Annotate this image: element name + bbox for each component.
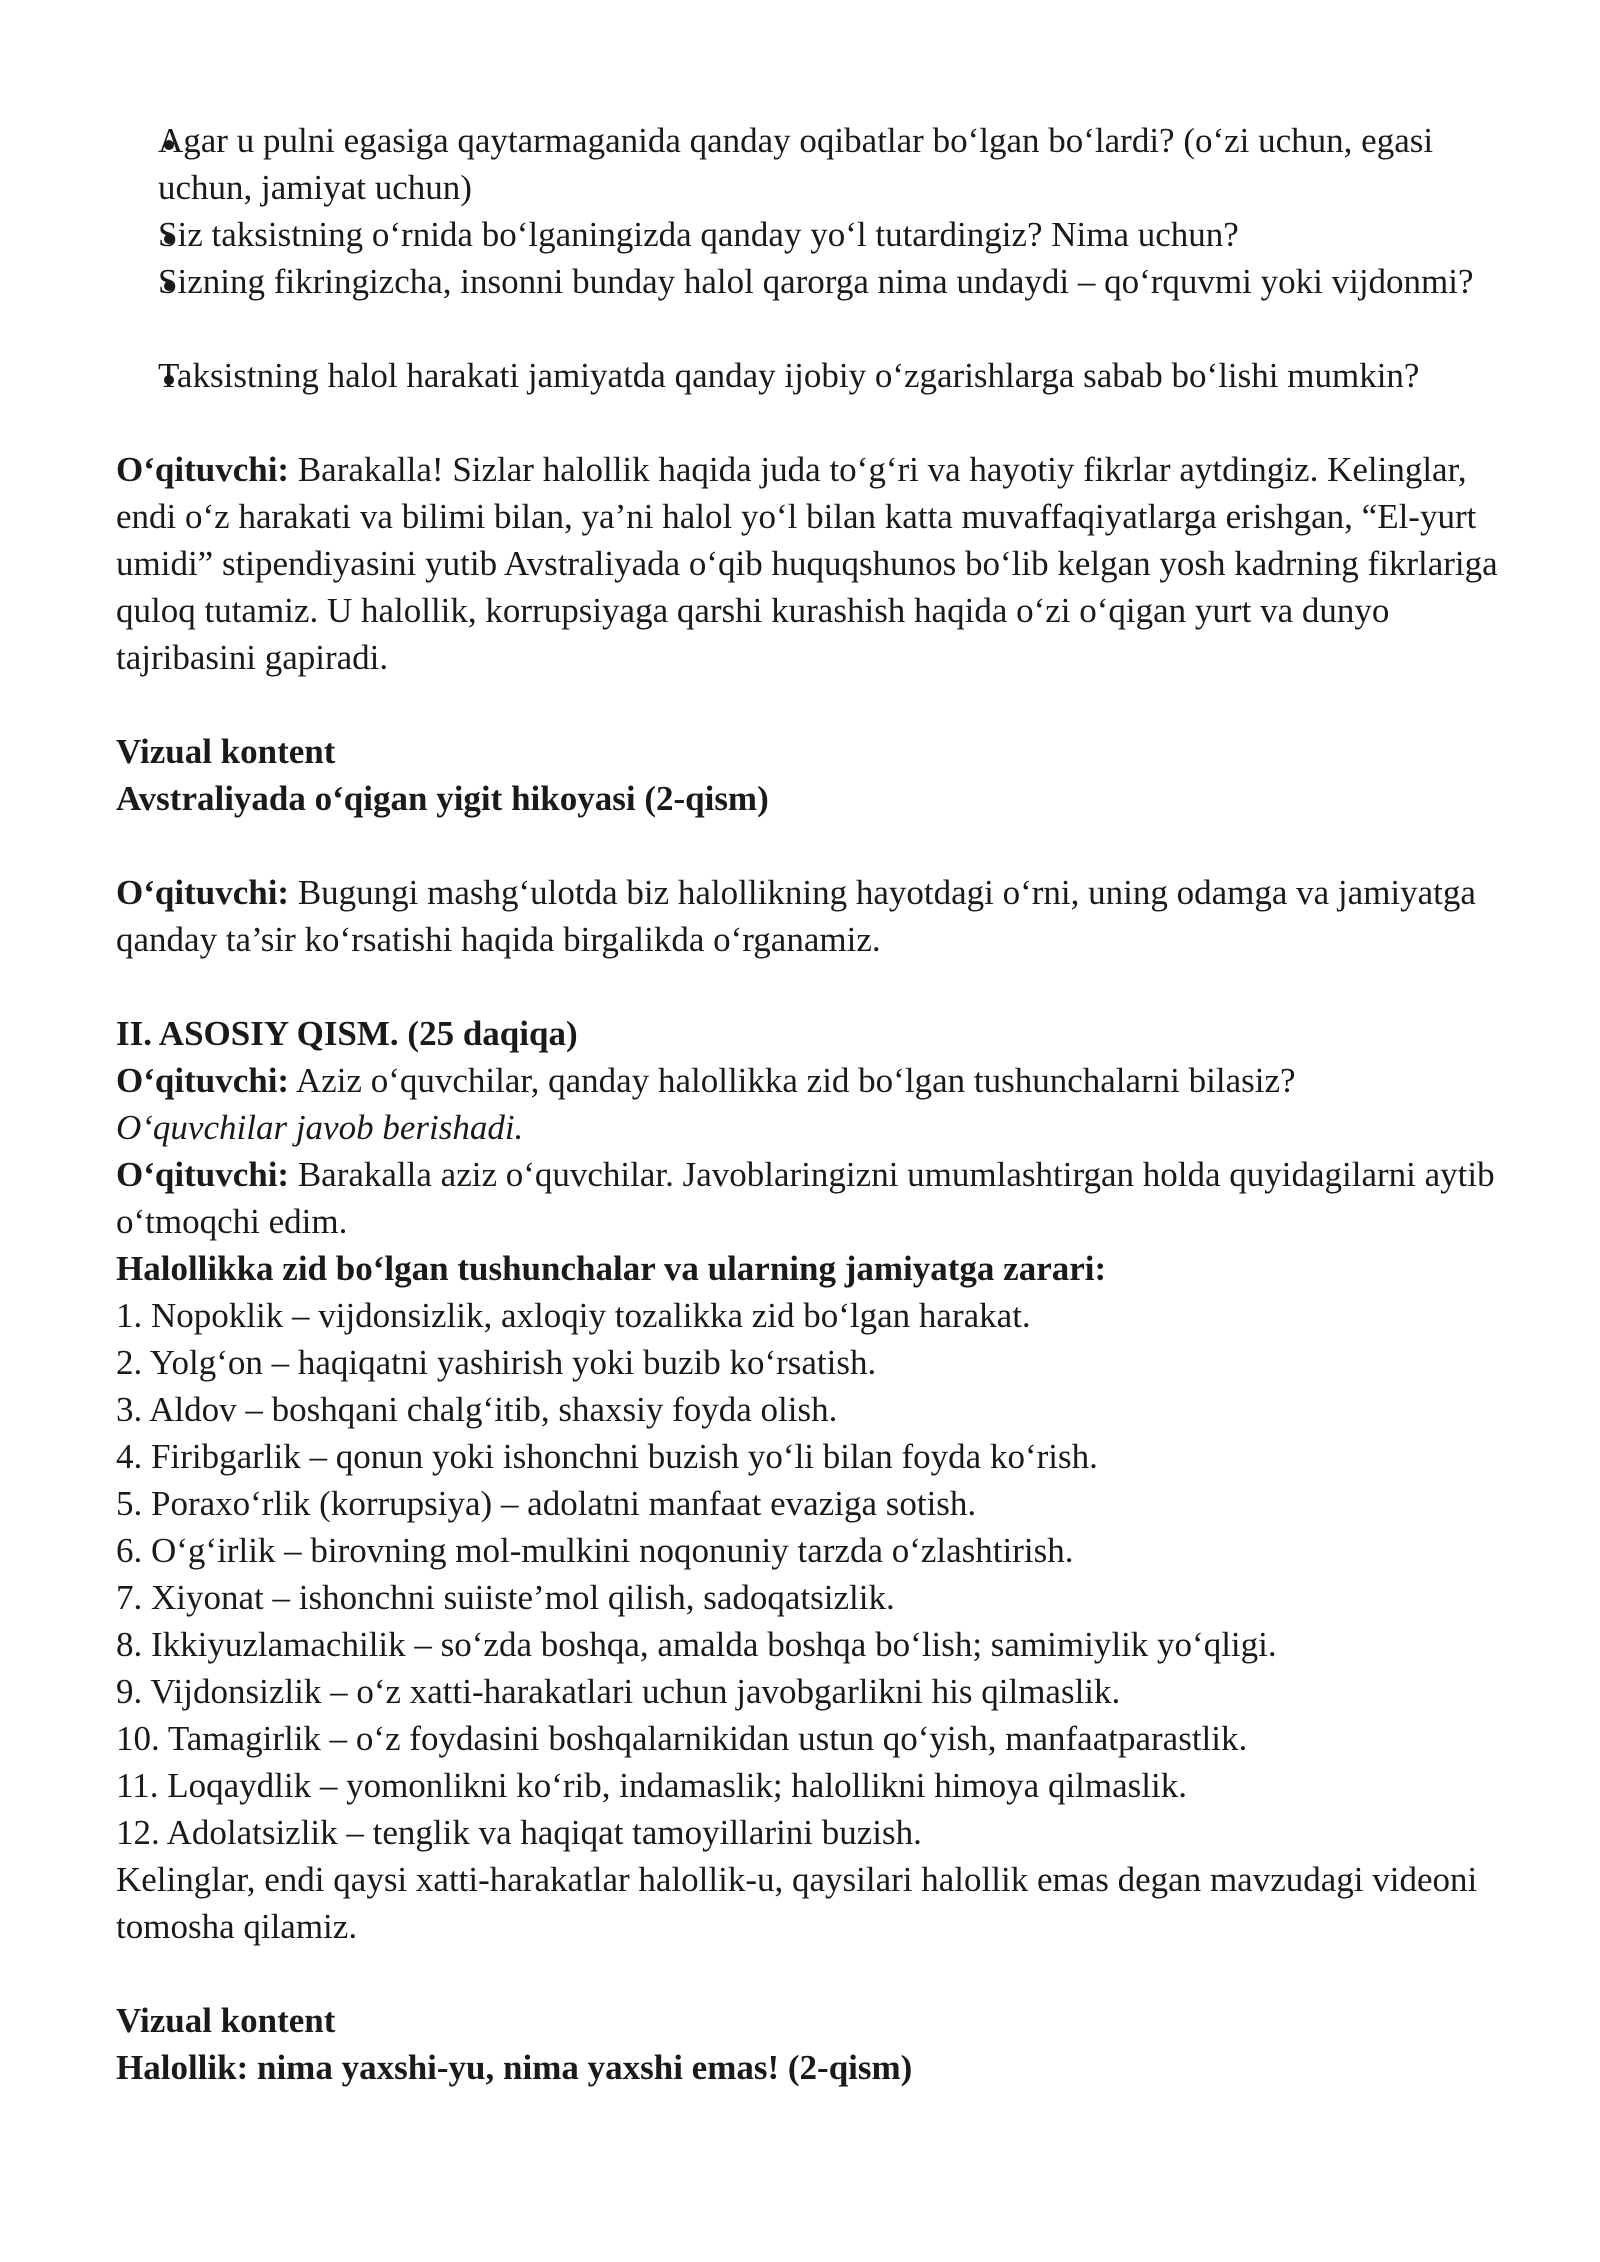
list-item: 3. Aldov – boshqani chalg‘itib, shaxsiy foyda olish. <box>116 1390 838 1429</box>
speaker-label: O‘qituvchi: <box>116 873 290 912</box>
paragraph-text: Barakalla aziz o‘quvchilar. Javoblaringizni umumlashtirgan holda quyidagilarni aytib o‘tmoqchi edim. <box>116 1155 1495 1241</box>
closing-paragraph: Kelinglar, endi qaysi xatti-harakatlar halollik-u, qaysilari halollik emas degan mavzudagi videoni tomosha qilamiz. <box>116 1860 1478 1946</box>
visual-content-label: Vizual kontent <box>116 2001 336 2040</box>
concepts-list <box>116 1292 1516 1856</box>
paragraph-text: Barakalla! Sizlar halollik haqida juda to‘g‘ri va hayotiy fikrlar aytdingiz. Kelinglar, endi o‘z harakati va bilimi bilan, ya’ni halol yo‘l bilan katta muvaffaqiyatlarga erishgan, “El-yurt umidi” stipendiyasini yutib Avstraliyada o‘qib huquqshunos bo‘lib kelgan yosh kadrning fikrlariga quloq tutamiz. U halollik, korrupsiyaga qarshi kurashish haqida o‘zi o‘qigan yurt va dunyo tajribasini gapiradi. <box>116 450 1498 677</box>
teacher-paragraph <box>116 446 1516 681</box>
speaker-label: O‘qituvchi: <box>116 450 290 489</box>
students-answer-note: O‘quvchilar javob berishadi. <box>116 1108 524 1147</box>
visual-content-label: Vizual kontent <box>116 732 336 771</box>
paragraph-text: Aziz o‘quvchilar, qanday halollikka zid bo‘lgan tushunchalarni bilasiz? <box>289 1061 1296 1100</box>
list-item: 6. O‘g‘irlik – birovning mol-mulkini noqonuniy tarzda o‘zlashtirish. <box>116 1531 1074 1570</box>
list-item: 1. Nopoklik – vijdonsizlik, axloqiy tozalikka zid bo‘lgan harakat. <box>116 1296 1031 1335</box>
visual-content-title: Avstraliyada o‘qigan yigit hikoyasi (2-qism) <box>116 779 769 818</box>
list-item: 7. Xiyonat – ishonchni suiiste’mol qilish, sadoqatsizlik. <box>116 1578 895 1617</box>
visual-content-title: Halollik: nima yaxshi-yu, nima yaxshi emas! (2-qism) <box>116 2048 913 2087</box>
section-heading: II. ASOSIY QISM. (25 daqiqa) <box>116 1014 578 1053</box>
teacher-paragraph <box>116 869 1516 963</box>
list-item: 10. Tamagirlik – o‘z foydasini boshqalarnikidan ustun qo‘yish, manfaatparastlik. <box>116 1719 1248 1758</box>
speaker-label: O‘qituvchi: <box>116 1155 290 1194</box>
list-item: 11. Loqaydlik – yomonlikni ko‘rib, indamaslik; halollikni himoya qilmaslik. <box>116 1766 1187 1805</box>
speaker-label: O‘qituvchi: <box>116 1061 290 1100</box>
teacher-paragraph <box>116 1151 1516 1245</box>
document-page: Agar u pulni egasiga qaytarmaganida qanday oqibatlar bo‘lgan bo‘lardi? (o‘zi uchun, egasi uchun, jamiyat uchun) Siz taksistning o‘rnida bo‘lganingizda qanday yo‘l tutardingiz? Nima uchun? Sizning fikringizcha, insonni bunday halol qarorga nima undaydi – qo‘rquvmi yoki vijdonmi? Taksistning halol harakati jamiyatda qanday ijobiy o‘zgarishlarga sabab bo‘lishi mumkin? O‘qituvchi: Barakalla! Sizlar halollik haqida juda to‘g‘ri va hayotiy fikrlar aytdingiz. Kelinglar, endi o‘z harakati va bilimi bilan, ya’ni halol yo‘l bilan katta muvaffaqiyatlarga erishgan, “El-yurt umidi” stipendiyasini yutib Avstraliyada o‘qib huquqshunos bo‘lib kelgan yosh kadrning fikrlariga quloq tutamiz. U halollik, korrupsiyaga qarshi kurashish haqida o‘zi o‘qigan yurt va dunyo tajribasini gapiradi. Vizual kontent Avstraliyada o‘qigan yigit hikoyasi (2-qism) O‘qituvchi: Bugungi mashg‘ulotda biz halollikning hayotdagi o‘rni, uning odamga va jamiyatga qanday ta’sir ko‘rsatishi haqida birgalikda o‘rganamiz. II. ASOSIY QISM. (25 daqiqa) O‘qituvchi: Aziz o‘quvchilar, qanday halollikka zid bo‘lgan tushunchalarni bilasiz? O‘quvchilar javob berishadi. O‘qituvchi: Barakalla aziz o‘quvchilar. Javoblaringizni umumlashtirgan holda quyidagilarni aytib o‘tmoqchi edim. Halollikka zid bo‘lgan tushunchalar va ularning jamiyatga zarari: 1. Nopoklik – vijdonsizlik, axloqiy tozalikka zid bo‘lgan harakat. 2. Yolg‘on – haqiqatni yashirish yoki buzib ko‘rsatish. 3. Aldov – boshqani chalg‘itib, shaxsiy foyda olish. 4. Firibgarlik – qonun yoki ishonchni buzish yo‘li bilan foyda ko‘rish. 5. Poraxo‘rlik (korrupsiya) – adolatni manfaat evaziga sotish. 6. O‘g‘irlik – birovning mol-mulkini noqonuniy tarzda o‘zlashtirish. 7. Xiyonat – ishonchni suiiste’mol qilish, sadoqatsizlik. 8. Ikkiyuzlamachilik – so‘zda boshqa, amalda boshqa bo‘lish; samimiylik yo‘qligi. 9. Vijdonsizlik – o‘z xatti-harakatlari uchun javobgarlikni his qilmaslik. 10. Tamagirlik – o‘z foydasini boshqalarnikidan ustun qo‘yish, manfaatparastlik. 11. Loqaydlik – yomonlikni ko‘rib, indamaslik; halollikni himoya qilmaslik. 12. Adolatsizlik – tenglik va haqiqat tamoyillarini buzish. Kelinglar, endi qaysi xatti-harakatlar halollik-u, qaysilari halollik emas degan mavzudagi videoni tomosha qilamiz. Vizual kontent Halollik: nima yaxshi-yu, nima yaxshi emas! (2-qism) <box>0 0 1600 2262</box>
list-item: 9. Vijdonsizlik – o‘z xatti-harakatlari uchun javobgarlikni his qilmaslik. <box>116 1672 1121 1711</box>
paragraph-text: Bugungi mashg‘ulotda biz halollikning hayotdagi o‘rni, uning odamga va jamiyatga qanday ta’sir ko‘rsatishi haqida birgalikda o‘rganamiz. <box>116 873 1476 959</box>
list-item: 4. Firibgarlik – qonun yoki ishonchni buzish yo‘li bilan foyda ko‘rish. <box>116 1437 1098 1476</box>
list-item: 5. Poraxo‘rlik (korrupsiya) – adolatni manfaat evaziga sotish. <box>116 1484 977 1523</box>
list-item: 12. Adolatsizlik – tenglik va haqiqat tamoyillarini buzish. <box>116 1813 922 1852</box>
list-item: 8. Ikkiyuzlamachilik – so‘zda boshqa, amalda boshqa bo‘lish; samimiylik yo‘qligi. <box>116 1625 1277 1664</box>
teacher-paragraph <box>116 1057 1516 1104</box>
list-item: 2. Yolg‘on – haqiqatni yashirish yoki buzib ko‘rsatish. <box>116 1343 877 1382</box>
concepts-list-heading: Halollikka zid bo‘lgan tushunchalar va ularning jamiyatga zarari: <box>116 1249 1107 1288</box>
